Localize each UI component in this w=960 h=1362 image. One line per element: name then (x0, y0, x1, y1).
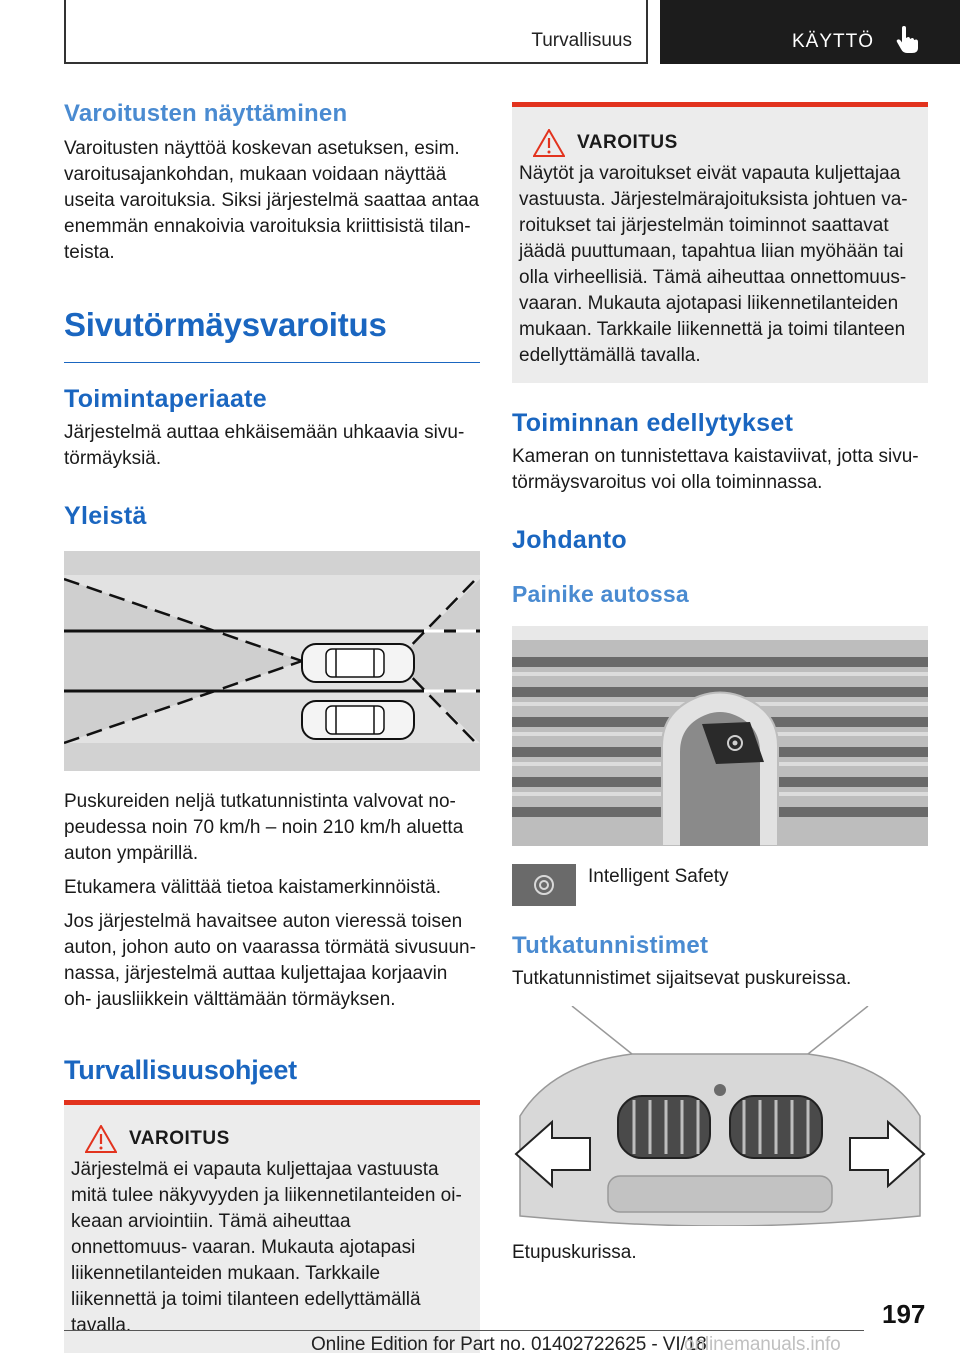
sensors-heading: Tutkatunnistimet (512, 932, 709, 959)
sensors-range-text: Puskureiden neljä tutkatunnistinta valvovat no- peudessa noin 70 km/h – noin 210 km/h aluetta auton ympärillä. (64, 791, 464, 864)
warning-triangle-icon (533, 129, 565, 157)
warning-triangle-icon (85, 1125, 117, 1153)
warnings-display-text: Varoitusten näyttöä koskevan asetuksen, esim. varoitusajankohdan, mukaan voidaan näyttää useita varoituksia. Siksi järjestelmä saattaa antaa enemmän ennakoivia varoituksia kriittisistä tilan- teista. (64, 138, 480, 263)
car-lower (302, 701, 414, 739)
button-caption: Intelligent Safety (588, 866, 729, 887)
pointing-hand-icon (896, 26, 920, 54)
header-section-title: Turvallisuus (531, 30, 632, 51)
main-heading: Sivutörmäysvaroitus (64, 306, 387, 343)
front-bumper-caption: Etupuskurissa. (512, 1242, 637, 1263)
front-camera-text: Etukamera välittää tietoa kaistamerkinnöistä. (64, 877, 442, 898)
warning-box-right (512, 102, 928, 383)
page-number: 197 (882, 1299, 926, 1329)
requirements-heading: Toiminnan edellytykset (512, 409, 794, 437)
collision-assist-text: Jos järjestelmä havaitsee auton vieressä toisen auton, johon auto on vaarassa törmätä sivusuun- nassa, järjestelmä auttaa kuljettajaa korjaavin oh- jausliikkein välttämään törmäyksen. (64, 911, 476, 1010)
safety-heading: Turvallisuusohjeet (64, 1055, 297, 1085)
intelligent-safety-icon (512, 864, 576, 906)
header-chapter-tab (660, 0, 960, 64)
warning-text-right: Näytöt ja varoitukset eivät vapauta kuljettajaa vastuusta. Järjestelmärajoituksista johtuen va- roitukset tai järjestelmän toiminnot saattavat jäädä puuttumaan, tapahtua liian myöhään tai olla virheellisiä. Tämä aiheuttaa onnettomuus- vaaran. Mukauta ajotapasi liikennetilanteiden mukaan. Tarkkaile liikennettä ja toimi tilanteen edellyttämällä tavalla. (519, 163, 908, 366)
header-section-box (64, 0, 648, 64)
side-collision-diagram (64, 551, 480, 771)
button-caption-row (512, 864, 928, 906)
footer-edition: Online Edition for Part no. 01402722625 - VI/18 (311, 1334, 707, 1355)
left-column (64, 100, 480, 1353)
button-heading: Painike autossa (512, 581, 689, 607)
requirements-text: Kameran on tunnistettava kaistaviivat, jotta sivu- törmäysvaroitus voi olla toiminnassa. (512, 446, 919, 493)
principle-text: Järjestelmä auttaa ehkäisemään uhkaavia sivu- törmäyksiä. (64, 422, 465, 469)
principle-heading: Toimintaperiaate (64, 385, 267, 413)
warnings-display-heading: Varoitusten näyttäminen (64, 100, 348, 127)
right-column (512, 102, 928, 1266)
front-bumper-illustration (512, 1006, 928, 1226)
sensors-text: Tutkatunnistimet sijaitsevat puskureissa. (512, 968, 852, 989)
footer-rule (64, 1330, 864, 1331)
header-chapter-title: KÄYTTÖ (792, 31, 875, 52)
footer-brand: onlinemanuals.info (684, 1334, 841, 1355)
warning-box-left (64, 1105, 480, 1353)
general-heading: Yleistä (64, 502, 147, 530)
intro-heading: Johdanto (512, 526, 627, 554)
warning-title-right: VAROITUS (577, 132, 678, 153)
car-button-photo (512, 626, 928, 846)
car-upper (302, 644, 414, 682)
warning-text-left: Järjestelmä ei vapauta kuljettajaa vastuusta mitä tulee näkyvyyden ja liikennetilanteiden oi- keaan arviointiin. Tämä aiheuttaa onnettomuus- vaaran. Mukauta ajotapasi liikennetilanteiden mukaan. Tarkkaile liikennettä ja toimi tilanteen edellyttämällä tavalla. (71, 1159, 462, 1336)
warning-title-left: VAROITUS (129, 1128, 230, 1149)
main-heading-rule (64, 362, 480, 363)
